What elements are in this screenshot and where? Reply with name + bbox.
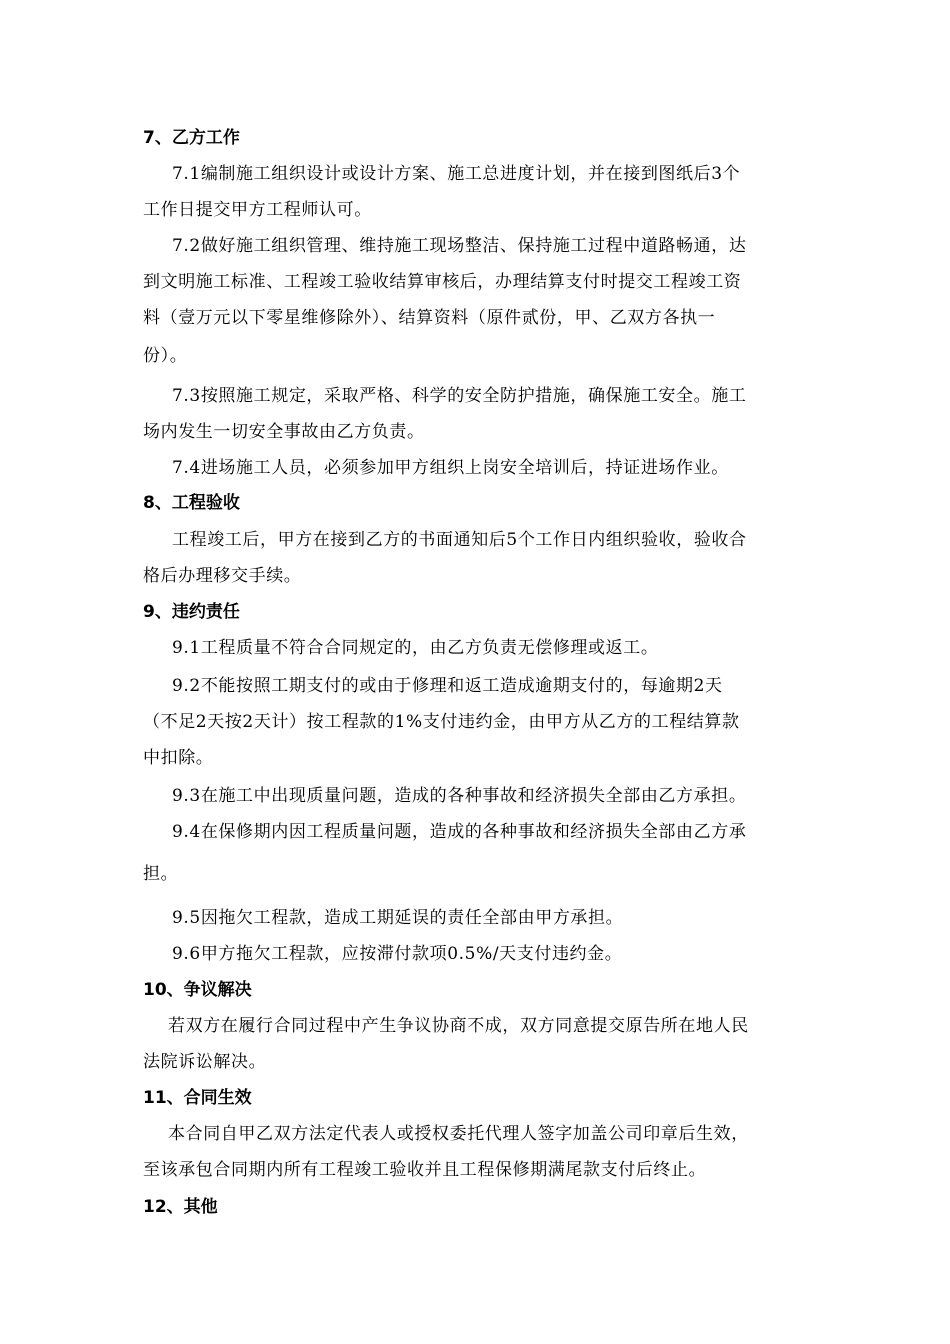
paragraph-line: 工作日提交甲方工程师认可。 (143, 200, 372, 220)
paragraph-line: （不足2天按2天计）按工程款的1%支付违约金，由甲方从乙方的工程结算款 (143, 712, 740, 732)
paragraph-line: 料（壹万元以下零星维修除外）、结算资料（原件贰份，甲、乙双方各执一 (143, 308, 716, 328)
paragraph-line: 法院诉讼解决。 (143, 1052, 267, 1072)
paragraph-line: 中扣除。 (143, 748, 214, 768)
section-heading-9: 9、违约责任 (143, 602, 240, 622)
section-heading-10: 10、争议解决 (143, 980, 252, 1000)
section-heading-7: 7、乙方工作 (143, 128, 240, 148)
paragraph-line: 9.2不能按照工期支付的或由于修理和返工造成逾期支付的，每逾期2天 (172, 676, 723, 696)
paragraph-line: 若双方在履行合同过程中产生争议协商不成，双方同意提交原告所在地人民 (168, 1016, 749, 1036)
paragraph-line: 至该承包合同期内所有工程竣工验收并且工程保修期满尾款支付后终止。 (143, 1160, 707, 1180)
paragraph-line: 工程竣工后，甲方在接到乙方的书面通知后5个工作日内组织验收，验收合 (172, 530, 747, 550)
paragraph-line: 9.6甲方拖欠工程款，应按滞付款项0.5%/天支付违约金。 (172, 944, 623, 964)
section-heading-11: 11、合同生效 (143, 1088, 252, 1108)
paragraph-line: 9.3在施工中出现质量问题，造成的各种事故和经济损失全部由乙方承担。 (172, 786, 747, 806)
paragraph-line: 9.4在保修期内因工程质量问题，造成的各种事故和经济损失全部由乙方承 (172, 822, 747, 842)
section-heading-8: 8、工程验收 (143, 493, 240, 513)
section-heading-12: 12、其他 (143, 1197, 218, 1217)
paragraph-line: 7.3按照施工规定，采取严格、科学的安全防护措施，确保施工安全。施工 (172, 386, 747, 406)
paragraph-line: 7.4进场施工人员，必须参加甲方组织上岗安全培训后，持证进场作业。 (172, 458, 729, 478)
paragraph-line: 7.2做好施工组织管理、维持施工现场整洁、保持施工过程中道路畅通，达 (172, 236, 747, 256)
paragraph-line: 9.5因拖欠工程款，造成工期延误的责任全部由甲方承担。 (172, 908, 624, 928)
paragraph-line: 本合同自甲乙双方法定代表人或授权委托代理人签字加盖公司印章后生效， (168, 1124, 749, 1144)
paragraph-line: 场内发生一切安全事故由乙方负责。 (143, 422, 425, 442)
paragraph-line: 格后办理移交手续。 (143, 566, 302, 586)
paragraph-line: 9.1工程质量不符合合同规定的，由乙方负责无偿修理或返工。 (172, 638, 659, 658)
paragraph-line: 到文明施工标准、工程竣工验收结算审核后，办理结算支付时提交工程竣工资 (143, 272, 742, 292)
paragraph-line: 担。 (143, 864, 179, 884)
paragraph-line: 份）。 (143, 346, 188, 366)
paragraph-line: 7.1编制施工组织设计或设计方案、施工总进度计划，并在接到图纸后3个 (172, 164, 741, 184)
